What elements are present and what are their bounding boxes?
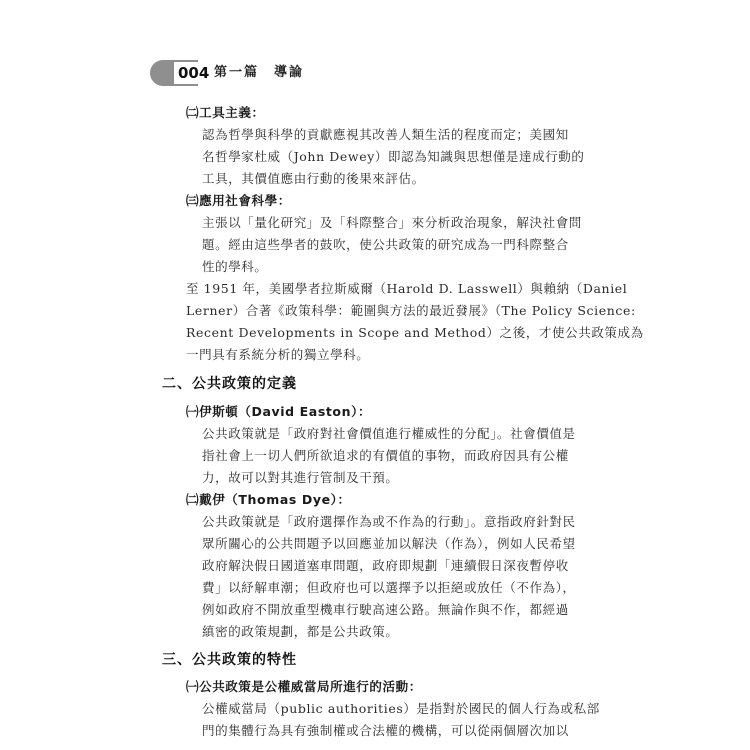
chapter-title: 第一篇 導論: [214, 65, 305, 80]
subheading: ㈠公共政策是公權威當局所進行的活動：: [186, 679, 422, 694]
paragraph-line: 力，故可以對其進行管制及干預。: [202, 470, 399, 485]
paragraph-line: Recent Developments in Scope and Method）之後，才使公共政策成為: [186, 325, 644, 340]
paragraph-line: 公權威當局（public authorities）是指對於國民的個人行為或私部: [202, 701, 600, 716]
paragraph-line: 眾所關心的公共問題予以回應並加以解決（作為），例如人民希望: [202, 536, 576, 551]
subheading: ㈡工具主義：: [186, 105, 265, 120]
paragraph-line: Lerner）合著《政策科學：範圍與方法的最近發展》（The Policy Science:: [186, 303, 636, 318]
section-heading: 二、公共政策的定義: [162, 376, 297, 392]
page-header: [0, 56, 750, 90]
paragraph-line: 費」以紓解車潮；但政府也可以選擇予以拒絕或放任（不作為），: [202, 580, 576, 595]
paragraph-line: 指社會上一切人們所欲追求的有價值的事物，而政府因具有公權: [202, 448, 569, 463]
paragraph-line: 門的集體行為具有強制權或合法權的機構，可以從兩個層次加以: [202, 723, 569, 738]
paragraph-line: 主張以「量化研究」及「科際整合」來分析政治現象，解決社會問: [202, 215, 582, 230]
paragraph-line: 縝密的政策規劃，都是公共政策。: [202, 624, 399, 639]
paragraph-line: 公共政策就是「政府對社會價值進行權威性的分配」。社會價值是: [202, 426, 576, 441]
section-heading: 三、公共政策的特性: [162, 652, 297, 668]
paragraph-line: 至 1951 年，美國學者拉斯威爾（Harold D. Lasswell）與賴納（Daniel: [186, 281, 628, 296]
subheading: ㈢應用社會科學：: [186, 193, 291, 208]
paragraph-line: 政府解決假日國道塞車問題，政府即規劃「連續假日深夜暫停收: [202, 558, 569, 573]
paragraph-line: 題。經由這些學者的鼓吹，使公共政策的研究成為一門科際整合: [202, 237, 569, 252]
subheading: ㈡戴伊（Thomas Dye）：: [186, 492, 351, 507]
paragraph-line: 名哲學家杜威（John Dewey）即認為知識與思想僅是達成行動的: [202, 149, 585, 164]
paragraph-line: 公共政策就是「政府選擇作為或不作為的行動」。意指政府針對民: [202, 514, 576, 529]
paragraph-line: 例如政府不開放重型機車行駛高速公路。無論作與不作，都經過: [202, 602, 569, 617]
paragraph-line: 工具，其價值應由行動的後果來評估。: [202, 171, 425, 186]
paragraph-line: 認為哲學與科學的貢獻應視其改善人類生活的程度而定；美國知: [202, 127, 569, 142]
paragraph-line: 性的學科。: [202, 259, 268, 274]
paragraph-line: 一門具有系統分析的獨立學科。: [186, 347, 370, 362]
subheading: ㈠伊斯頓（David Easton）：: [186, 404, 372, 419]
page-number: 004: [174, 62, 215, 84]
